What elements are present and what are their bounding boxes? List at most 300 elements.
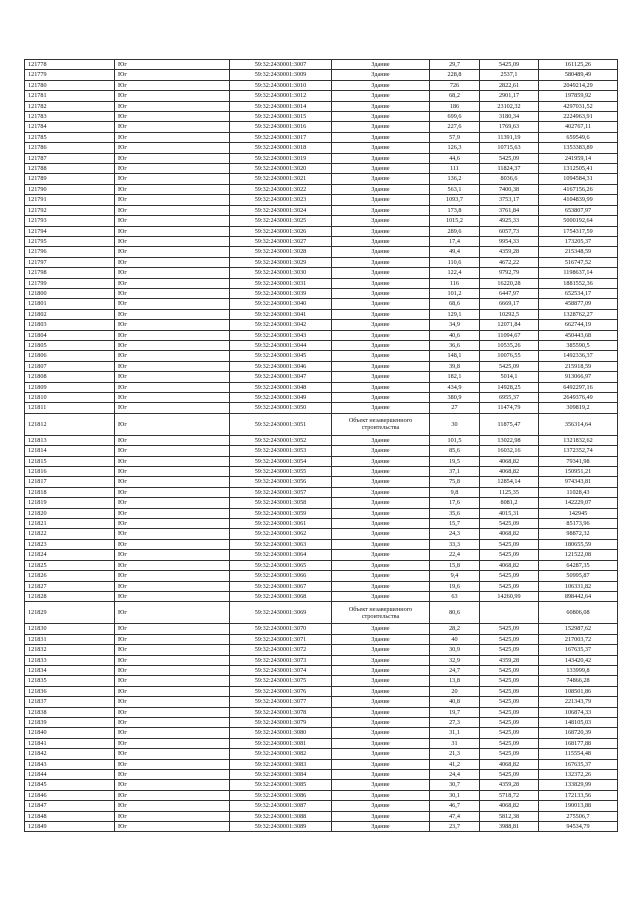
table-row [25, 529, 618, 539]
cell-area: 9,8 [430, 487, 480, 497]
cell-territory: Юг [115, 60, 230, 70]
cell-territory: Юг [115, 278, 230, 288]
cell-record-id: 121796 [25, 247, 115, 257]
cell-object-type: Здание [332, 686, 430, 696]
cell-cadastral-number: 59:32:2430001:3074 [230, 665, 332, 675]
cell-record-id: 121820 [25, 508, 115, 518]
cell-specific-value: 2822,61 [480, 80, 539, 90]
cell-specific-value: 5425,09 [480, 686, 539, 696]
cell-cadastral-number: 59:32:2430001:3071 [230, 634, 332, 644]
cell-cadastral-number: 59:32:2430001:3082 [230, 749, 332, 759]
cell-cadastral-value: 458877,09 [539, 299, 618, 309]
cell-cadastral-value: 167635,37 [539, 645, 618, 655]
cell-record-id: 121788 [25, 164, 115, 174]
cell-area: 228,8 [430, 70, 480, 80]
table-row [25, 822, 618, 832]
cell-cadastral-number: 59:32:2430001:3083 [230, 759, 332, 769]
cell-record-id: 121811 [25, 403, 115, 413]
cell-cadastral-value: 143420,42 [539, 655, 618, 665]
cell-area: 24,4 [430, 770, 480, 780]
cell-territory: Юг [115, 645, 230, 655]
cell-cadastral-value: 167635,37 [539, 759, 618, 769]
cell-object-type: Здание [332, 403, 430, 413]
cell-cadastral-value: 133829,99 [539, 780, 618, 790]
table-row [25, 236, 618, 246]
cell-territory: Юг [115, 309, 230, 319]
cell-record-id: 121830 [25, 624, 115, 634]
cell-territory: Юг [115, 80, 230, 90]
cell-specific-value: 2901,17 [480, 91, 539, 101]
cell-record-id: 121805 [25, 340, 115, 350]
cell-area: 30,9 [430, 645, 480, 655]
cell-record-id: 121792 [25, 205, 115, 215]
cell-record-id: 121778 [25, 60, 115, 70]
cell-object-type: Здание [332, 393, 430, 403]
cell-territory: Юг [115, 519, 230, 529]
cell-territory: Юг [115, 655, 230, 665]
cell-cadastral-number: 59:32:2430001:3085 [230, 780, 332, 790]
cell-cadastral-number: 59:32:2430001:3042 [230, 320, 332, 330]
cell-territory: Юг [115, 361, 230, 371]
cell-area: 186 [430, 101, 480, 111]
cell-cadastral-value: 108501,86 [539, 686, 618, 696]
cell-area: 21,3 [430, 749, 480, 759]
cell-specific-value: 23102,32 [480, 101, 539, 111]
cell-specific-value: 4068,82 [480, 529, 539, 539]
cell-specific-value [480, 602, 539, 624]
cell-cadastral-number: 59:32:2430001:3080 [230, 728, 332, 738]
cell-object-type: Здание [332, 216, 430, 226]
cell-cadastral-value: 2049214,29 [539, 80, 618, 90]
cell-cadastral-number: 59:32:2430001:3068 [230, 591, 332, 601]
cell-cadastral-number: 59:32:2430001:3073 [230, 655, 332, 665]
cell-territory: Юг [115, 477, 230, 487]
cell-area: 148,1 [430, 351, 480, 361]
cell-area: 75,8 [430, 477, 480, 487]
cell-specific-value: 14260,99 [480, 591, 539, 601]
cell-object-type: Здание [332, 539, 430, 549]
cell-territory: Юг [115, 759, 230, 769]
cell-specific-value: 5425,09 [480, 645, 539, 655]
cell-record-id: 121842 [25, 749, 115, 759]
cell-object-type: Объект незавершенного строительства [332, 413, 430, 435]
cell-object-type: Здание [332, 372, 430, 382]
cell-cadastral-value: 98872,32 [539, 529, 618, 539]
cell-record-id: 121813 [25, 435, 115, 445]
cell-record-id: 121809 [25, 382, 115, 392]
cell-cadastral-number: 59:32:2430001:3044 [230, 340, 332, 350]
cell-cadastral-number: 59:32:2430001:3017 [230, 132, 332, 142]
cell-record-id: 121807 [25, 361, 115, 371]
cell-specific-value: 5425,09 [480, 153, 539, 163]
cell-cadastral-number: 59:32:2430001:3020 [230, 164, 332, 174]
cell-record-id: 121831 [25, 634, 115, 644]
cell-record-id: 121817 [25, 477, 115, 487]
cell-territory: Юг [115, 676, 230, 686]
cell-specific-value: 11474,79 [480, 403, 539, 413]
cell-area: 68,6 [430, 299, 480, 309]
cell-record-id: 121847 [25, 801, 115, 811]
cell-object-type: Здание [332, 749, 430, 759]
cell-cadastral-number: 59:32:2430001:3022 [230, 184, 332, 194]
cell-specific-value: 8036,6 [480, 174, 539, 184]
cell-record-id: 121784 [25, 122, 115, 132]
cell-specific-value: 10292,5 [480, 309, 539, 319]
cell-cadastral-value: 2224963,91 [539, 112, 618, 122]
cell-record-id: 121835 [25, 676, 115, 686]
table-row [25, 655, 618, 665]
cell-territory: Юг [115, 822, 230, 832]
cell-cadastral-value: 1372352,74 [539, 446, 618, 456]
cell-record-id: 121806 [25, 351, 115, 361]
cell-specific-value: 5425,09 [480, 571, 539, 581]
cell-cadastral-number: 59:32:2430001:3066 [230, 571, 332, 581]
cell-territory: Юг [115, 728, 230, 738]
table-row [25, 330, 618, 340]
cell-territory: Юг [115, 487, 230, 497]
cell-record-id: 121848 [25, 811, 115, 821]
cell-cadastral-number: 59:32:2430001:3039 [230, 288, 332, 298]
cell-specific-value: 4068,82 [480, 456, 539, 466]
cell-territory: Юг [115, 340, 230, 350]
cell-record-id: 121799 [25, 278, 115, 288]
cell-cadastral-number: 59:32:2430001:3065 [230, 560, 332, 570]
table-row [25, 112, 618, 122]
table-row [25, 571, 618, 581]
cell-area: 46,7 [430, 801, 480, 811]
cell-record-id: 121800 [25, 288, 115, 298]
cell-area: 289,6 [430, 226, 480, 236]
table-row [25, 205, 618, 215]
cell-record-id: 121832 [25, 645, 115, 655]
cell-cadastral-number: 59:32:2430001:3064 [230, 550, 332, 560]
cell-territory: Юг [115, 624, 230, 634]
cell-specific-value: 5425,09 [480, 539, 539, 549]
cell-record-id: 121814 [25, 446, 115, 456]
cell-specific-value: 5425,09 [480, 728, 539, 738]
cell-cadastral-number: 59:32:2430001:3061 [230, 519, 332, 529]
table-row [25, 602, 618, 624]
cell-area: 136,2 [430, 174, 480, 184]
cell-object-type: Здание [332, 195, 430, 205]
cell-cadastral-value: 217003,72 [539, 634, 618, 644]
cell-cadastral-value: 148105,03 [539, 717, 618, 727]
cell-specific-value: 6447,97 [480, 288, 539, 298]
cell-object-type: Здание [332, 112, 430, 122]
cell-specific-value: 4068,82 [480, 560, 539, 570]
cell-record-id: 121834 [25, 665, 115, 675]
cell-record-id: 121779 [25, 70, 115, 80]
cell-cadastral-value: 6492297,16 [539, 382, 618, 392]
cell-record-id: 121836 [25, 686, 115, 696]
cell-territory: Юг [115, 665, 230, 675]
table-row [25, 581, 618, 591]
cell-specific-value: 16032,16 [480, 446, 539, 456]
cell-territory: Юг [115, 560, 230, 570]
cell-specific-value: 5425,09 [480, 717, 539, 727]
cell-specific-value: 5425,09 [480, 581, 539, 591]
cell-record-id: 121810 [25, 393, 115, 403]
cell-object-type: Здание [332, 759, 430, 769]
cell-record-id: 121826 [25, 571, 115, 581]
cell-territory: Юг [115, 634, 230, 644]
table-row [25, 257, 618, 267]
cell-cadastral-number: 59:32:2430001:3010 [230, 80, 332, 90]
cell-cadastral-number: 59:32:2430001:3043 [230, 330, 332, 340]
cell-object-type: Здание [332, 361, 430, 371]
cell-specific-value: 11824,37 [480, 164, 539, 174]
cell-object-type: Здание [332, 382, 430, 392]
cell-specific-value: 5425,09 [480, 697, 539, 707]
cell-cadastral-number: 59:32:2430001:3055 [230, 467, 332, 477]
cell-object-type: Здание [332, 634, 430, 644]
cell-cadastral-number: 59:32:2430001:3072 [230, 645, 332, 655]
cell-area: 19,7 [430, 707, 480, 717]
cell-record-id: 121787 [25, 153, 115, 163]
table-row [25, 519, 618, 529]
cell-object-type: Здание [332, 288, 430, 298]
table-row [25, 446, 618, 456]
cell-specific-value: 4359,28 [480, 247, 539, 257]
cell-record-id: 121781 [25, 91, 115, 101]
cell-cadastral-value: 121522,08 [539, 550, 618, 560]
cell-cadastral-value: 653807,97 [539, 205, 618, 215]
cell-cadastral-value: 1328762,27 [539, 309, 618, 319]
table-row [25, 624, 618, 634]
cell-record-id: 121816 [25, 467, 115, 477]
cell-territory: Юг [115, 132, 230, 142]
table-row [25, 268, 618, 278]
cell-specific-value: 4068,82 [480, 759, 539, 769]
table-row [25, 539, 618, 549]
table-row [25, 759, 618, 769]
cell-object-type: Здание [332, 299, 430, 309]
cell-cadastral-number: 59:32:2430001:3070 [230, 624, 332, 634]
table-row [25, 413, 618, 435]
cell-cadastral-number: 59:32:2430001:3076 [230, 686, 332, 696]
cell-cadastral-value: 275506,7 [539, 811, 618, 821]
cell-specific-value: 10076,55 [480, 351, 539, 361]
cell-cadastral-value: 1312505,41 [539, 164, 618, 174]
cell-cadastral-value: 659549,6 [539, 132, 618, 142]
cell-object-type: Здание [332, 645, 430, 655]
cell-area: 24,3 [430, 529, 480, 539]
cell-territory: Юг [115, 320, 230, 330]
cell-object-type: Здание [332, 717, 430, 727]
cell-cadastral-number: 59:32:2430001:3009 [230, 70, 332, 80]
cell-territory: Юг [115, 382, 230, 392]
cell-area: 37,1 [430, 467, 480, 477]
table-row [25, 351, 618, 361]
cell-object-type: Здание [332, 655, 430, 665]
cell-record-id: 121782 [25, 101, 115, 111]
cell-record-id: 121840 [25, 728, 115, 738]
cell-object-type: Здание [332, 435, 430, 445]
table-body [25, 60, 618, 832]
table-row [25, 216, 618, 226]
cell-area: 17,6 [430, 498, 480, 508]
cell-cadastral-value: 662744,19 [539, 320, 618, 330]
document-page [24, 59, 617, 832]
cell-object-type: Здание [332, 351, 430, 361]
cell-area: 227,6 [430, 122, 480, 132]
cell-area: 34,9 [430, 320, 480, 330]
table-row [25, 591, 618, 601]
cell-object-type: Здание [332, 257, 430, 267]
table-row [25, 278, 618, 288]
cell-cadastral-number: 59:32:2430001:3054 [230, 456, 332, 466]
cell-area: 49,4 [430, 247, 480, 257]
cell-cadastral-value: 142229,07 [539, 498, 618, 508]
cell-cadastral-number: 59:32:2430001:3075 [230, 676, 332, 686]
cell-specific-value: 4068,82 [480, 801, 539, 811]
cell-cadastral-value: 1754317,59 [539, 226, 618, 236]
cell-object-type: Здание [332, 309, 430, 319]
cell-cadastral-value: 133999,8 [539, 665, 618, 675]
cell-area: 122,4 [430, 268, 480, 278]
cell-cadastral-value: 152987,62 [539, 624, 618, 634]
cell-cadastral-value: 215918,59 [539, 361, 618, 371]
cell-cadastral-value: 106874,33 [539, 707, 618, 717]
cell-cadastral-value: 309819,2 [539, 403, 618, 413]
cell-cadastral-value: 172133,56 [539, 790, 618, 800]
cell-area: 47,4 [430, 811, 480, 821]
cell-specific-value: 5425,09 [480, 770, 539, 780]
cell-specific-value: 8081,2 [480, 498, 539, 508]
cell-territory: Юг [115, 467, 230, 477]
cell-territory: Юг [115, 697, 230, 707]
cell-specific-value: 1125,35 [480, 487, 539, 497]
cell-specific-value: 12071,84 [480, 320, 539, 330]
cell-area: 40 [430, 634, 480, 644]
cell-territory: Юг [115, 236, 230, 246]
cell-territory: Юг [115, 112, 230, 122]
cell-cadastral-value: 190013,88 [539, 801, 618, 811]
table-row [25, 707, 618, 717]
cell-territory: Юг [115, 164, 230, 174]
cell-cadastral-value: 4297031,52 [539, 101, 618, 111]
cell-specific-value: 4068,82 [480, 467, 539, 477]
cell-object-type: Здание [332, 70, 430, 80]
cell-cadastral-number: 59:32:2430001:3056 [230, 477, 332, 487]
table-row [25, 634, 618, 644]
table-row [25, 790, 618, 800]
cell-territory: Юг [115, 195, 230, 205]
cell-cadastral-value: 74866,28 [539, 676, 618, 686]
cell-area: 563,1 [430, 184, 480, 194]
table-row [25, 801, 618, 811]
cell-specific-value: 4359,28 [480, 655, 539, 665]
cell-territory: Юг [115, 790, 230, 800]
cell-object-type: Здание [332, 91, 430, 101]
cell-area: 726 [430, 80, 480, 90]
table-row [25, 164, 618, 174]
table-row [25, 770, 618, 780]
table-row [25, 101, 618, 111]
cell-cadastral-number: 59:32:2430001:3046 [230, 361, 332, 371]
table-row [25, 477, 618, 487]
cell-cadastral-number: 59:32:2430001:3041 [230, 309, 332, 319]
cell-cadastral-number: 59:32:2430001:3007 [230, 60, 332, 70]
cell-record-id: 121808 [25, 372, 115, 382]
cell-cadastral-value: 161125,26 [539, 60, 618, 70]
cell-record-id: 121803 [25, 320, 115, 330]
cell-record-id: 121839 [25, 717, 115, 727]
cell-territory: Юг [115, 153, 230, 163]
cell-cadastral-value: 402767,11 [539, 122, 618, 132]
cell-territory: Юг [115, 686, 230, 696]
cell-area: 173,8 [430, 205, 480, 215]
table-row [25, 645, 618, 655]
cell-object-type: Здание [332, 340, 430, 350]
cell-record-id: 121825 [25, 560, 115, 570]
table-row [25, 487, 618, 497]
cell-territory: Юг [115, 247, 230, 257]
cell-territory: Юг [115, 299, 230, 309]
cell-record-id: 121828 [25, 591, 115, 601]
cell-object-type: Здание [332, 278, 430, 288]
cell-cadastral-number: 59:32:2430001:3048 [230, 382, 332, 392]
cell-object-type: Здание [332, 174, 430, 184]
cell-cadastral-value: 898442,64 [539, 591, 618, 601]
cell-cadastral-value: 4104839,99 [539, 195, 618, 205]
cell-object-type: Здание [332, 676, 430, 686]
cell-territory: Юг [115, 770, 230, 780]
cell-area: 110,6 [430, 257, 480, 267]
cell-territory: Юг [115, 91, 230, 101]
cell-specific-value: 5718,72 [480, 790, 539, 800]
cell-record-id: 121783 [25, 112, 115, 122]
cell-specific-value: 3761,84 [480, 205, 539, 215]
cell-cadastral-number: 59:32:2430001:3028 [230, 247, 332, 257]
cell-object-type: Здание [332, 456, 430, 466]
cell-territory: Юг [115, 508, 230, 518]
cell-territory: Юг [115, 707, 230, 717]
cell-cadastral-number: 59:32:2430001:3015 [230, 112, 332, 122]
table-row [25, 811, 618, 821]
cell-cadastral-value: 450443,68 [539, 330, 618, 340]
cell-record-id: 121795 [25, 236, 115, 246]
cell-object-type: Здание [332, 738, 430, 748]
cell-cadastral-value: 85173,96 [539, 519, 618, 529]
cell-object-type: Здание [332, 205, 430, 215]
cell-cadastral-number: 59:32:2430001:3088 [230, 811, 332, 821]
cell-area: 19,6 [430, 581, 480, 591]
cell-record-id: 121812 [25, 413, 115, 435]
table-row [25, 340, 618, 350]
cell-record-id: 121837 [25, 697, 115, 707]
cell-territory: Юг [115, 435, 230, 445]
cell-area: 80,6 [430, 602, 480, 624]
cell-cadastral-number: 59:32:2430001:3059 [230, 508, 332, 518]
cell-area: 129,1 [430, 309, 480, 319]
cell-object-type: Здание [332, 550, 430, 560]
table-row [25, 686, 618, 696]
cell-object-type: Здание [332, 467, 430, 477]
cell-territory: Юг [115, 539, 230, 549]
cell-object-type: Здание [332, 770, 430, 780]
cell-territory: Юг [115, 749, 230, 759]
cell-specific-value: 6955,37 [480, 393, 539, 403]
cell-specific-value: 5014,1 [480, 372, 539, 382]
cell-area: 126,3 [430, 143, 480, 153]
cell-object-type: Здание [332, 184, 430, 194]
cell-area: 28,2 [430, 624, 480, 634]
cell-cadastral-value: 215348,59 [539, 247, 618, 257]
cell-territory: Юг [115, 403, 230, 413]
cell-cadastral-number: 59:32:2430001:3040 [230, 299, 332, 309]
cell-area: 29,7 [430, 60, 480, 70]
